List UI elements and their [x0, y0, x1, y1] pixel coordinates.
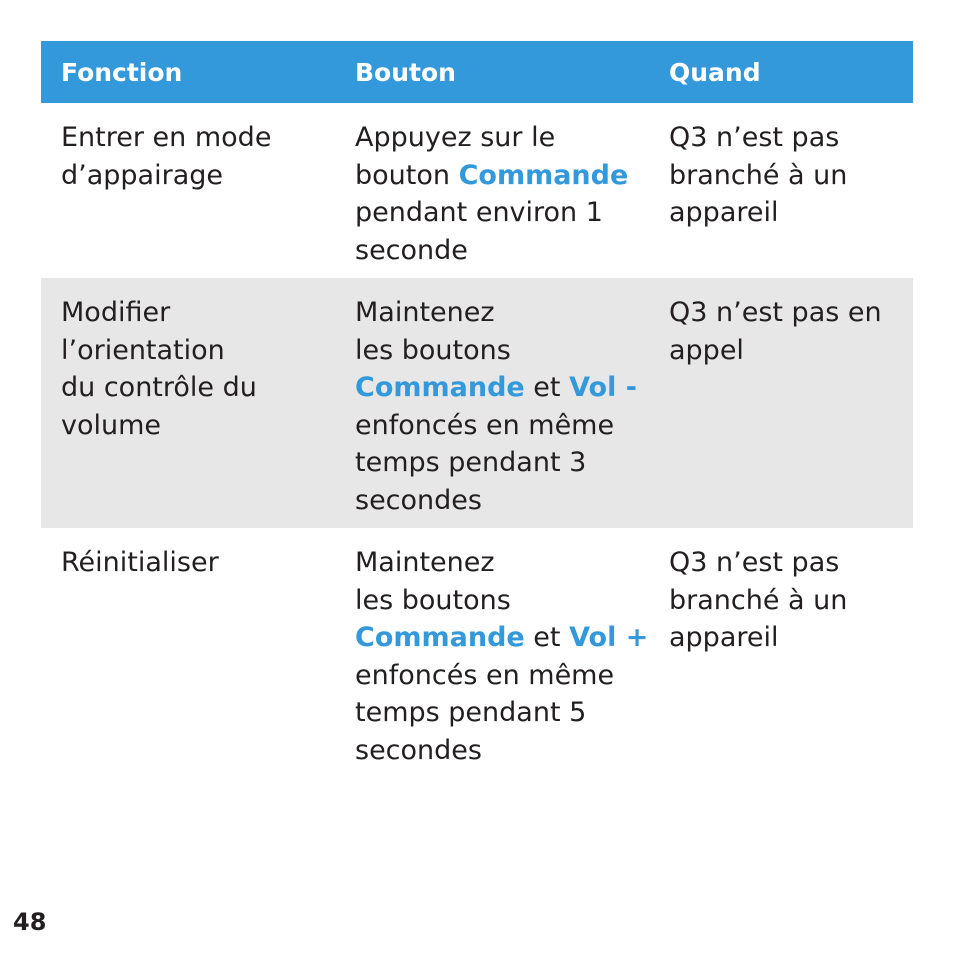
text-line: appel: [669, 334, 744, 366]
text-line: temps pendant 3: [355, 447, 587, 478]
cell-quand: [649, 528, 913, 778]
text-fragment: bouton: [355, 159, 459, 191]
cell-fonction: [41, 528, 335, 778]
header-quand: Quand: [669, 57, 761, 87]
cell-bouton: [335, 278, 649, 528]
button-name-highlight: Commande: [355, 372, 525, 403]
button-name-highlight: Commande: [355, 622, 525, 653]
table-row: [41, 528, 913, 778]
text-fragment: et: [524, 372, 570, 403]
cell-fonction: [41, 103, 335, 278]
table-row: [41, 103, 913, 278]
table-row: [41, 278, 913, 528]
text-line: Appuyez sur le: [355, 122, 556, 153]
cell-bouton: [335, 528, 649, 778]
text-line: [355, 157, 649, 195]
text-line: Réinitialiser: [61, 547, 219, 578]
text-line: Entrer en mode: [61, 122, 272, 153]
text-line: Maintenez: [355, 547, 495, 578]
text-line: Maintenez: [355, 297, 495, 328]
text-line: seconde: [355, 234, 468, 266]
text-line: branché à un: [669, 159, 848, 191]
text-line: [355, 619, 649, 657]
text-line: secondes: [355, 734, 482, 766]
function-table: [41, 41, 913, 778]
text-line: temps pendant 5: [355, 697, 587, 728]
text-line: du contrôle du: [61, 372, 257, 403]
text-line: les boutons: [355, 334, 511, 366]
cell-bouton: [335, 103, 649, 278]
button-name-highlight: Vol -: [569, 372, 637, 403]
header-bouton: Bouton: [355, 57, 456, 87]
text-line: [355, 369, 649, 407]
text-line: enfoncés en même: [355, 659, 615, 691]
header-fonction: Fonction: [61, 57, 183, 87]
text-line: volume: [61, 409, 162, 441]
cell-quand: [649, 278, 913, 528]
table-header: [41, 41, 913, 103]
text-line: secondes: [355, 484, 482, 516]
text-line: les boutons: [355, 584, 511, 616]
text-line: enfoncés en même: [355, 409, 615, 441]
text-line: appareil: [669, 622, 779, 653]
text-line: Q3 n’est pas en: [669, 297, 882, 328]
cell-quand: [649, 103, 913, 278]
button-name-highlight: Vol +: [569, 622, 649, 653]
page-number: 48: [13, 908, 47, 936]
text-line: appareil: [669, 197, 779, 228]
text-line: d’appairage: [61, 159, 223, 191]
text-fragment: et: [524, 622, 570, 653]
text-line: pendant environ 1: [355, 197, 603, 228]
button-name-highlight: Commande: [458, 159, 629, 191]
text-line: Modifier: [61, 297, 171, 328]
text-line: Q3 n’est pas: [669, 547, 840, 578]
text-line: l’orientation: [61, 334, 225, 366]
text-line: branché à un: [669, 584, 848, 616]
cell-fonction: [41, 278, 335, 528]
text-line: Q3 n’est pas: [669, 122, 840, 153]
